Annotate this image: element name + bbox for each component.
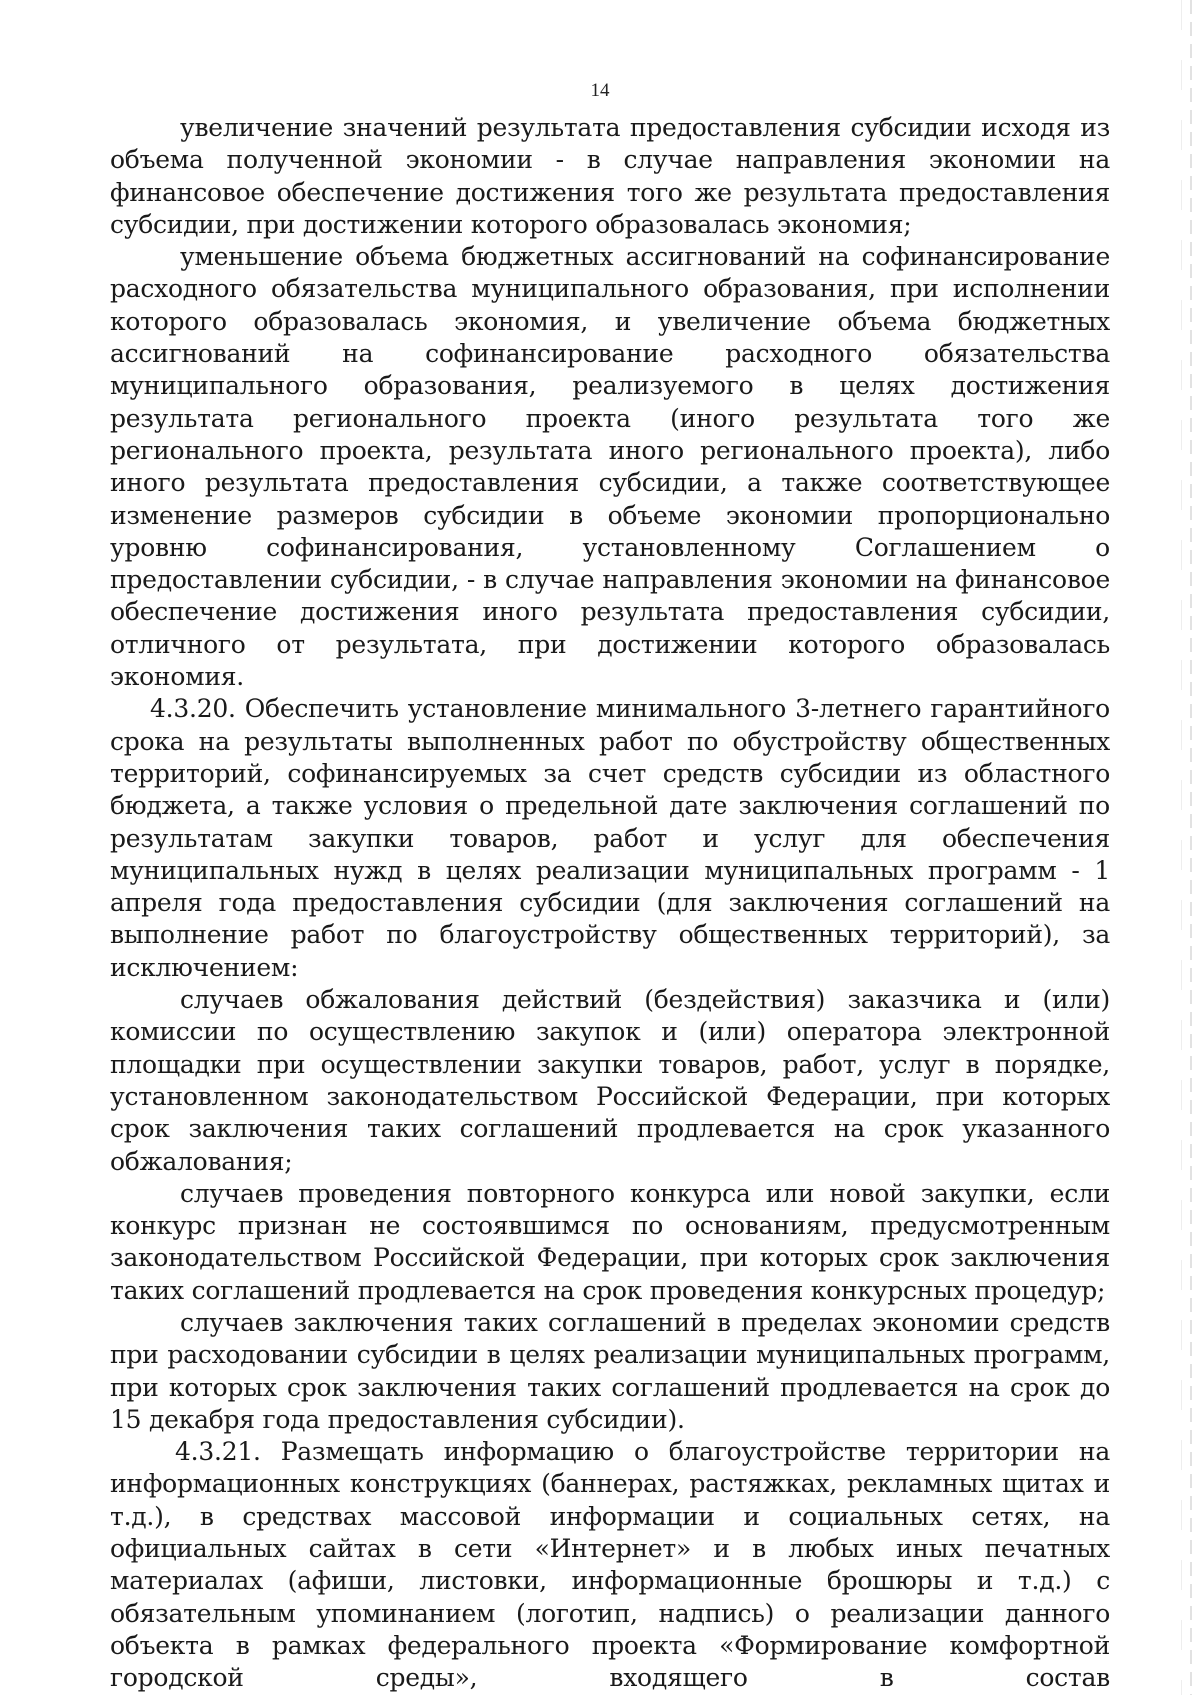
- scan-edge-artifact: [1190, 0, 1192, 1695]
- paragraph-exception-appeal: случаев обжалования действий (бездействия) заказчика и (или) комиссии по осуществлению закупок и (или) оператора электронной площадки при осуществлении закупки товаров, работ, услуг в порядке, установленном законодательством Российской Федерации, при которых срок заключения таких соглашений продлевается на срок указанного обжалования;: [110, 985, 1110, 1176]
- paragraph-clause-4-3-21: 4.3.21. Размещать информацию о благоустройстве территории на информационных конструкциях (баннерах, растяжках, рекламных щитах и т.д.), в средствах массовой информации и социальных сетях, на официальных сайтах в сети «Интернет» и в любых иных печатных материалах (афиши, листовки, информационные брошюры и т.д.) с обязательным упоминанием (логотип, надпись) о реализации данного объекта в рамках федерального проекта «Формирование комфортной городской среды», входящего в состав: [110, 1437, 1110, 1693]
- document-body: [110, 112, 1110, 1695]
- paragraph-budget-reduction: уменьшение объема бюджетных ассигнований на софинансирование расходного обязательства муниципального образования, при исполнении которого образовалась экономия, и увеличение объема бюджетных ассигнований на софинансирование расходного обязательства муниципального образования, реализуемого в целях достижения результата регионального проекта (иного результата того же регионального проекта, результата иного регионального проекта), либо иного результата предоставления субсидии, а также соответствующее изменение размеров субсидии в объеме экономии пропорционально уровню софинансирования, установленному Соглашением о предоставлении субсидии, - в случае направления экономии на финансовое обеспечение достижения иного результата предоставления субсидии, отличного от результата, при достижении которого образовалась экономия.: [110, 242, 1110, 692]
- page-number: 14: [590, 80, 610, 101]
- paragraph-clause-4-3-20: 4.3.20. Обеспечить установление минимального 3-летнего гарантийного срока на результаты выполненных работ по обустройству общественных территорий, софинансируемых за счет средств субсидии из областного бюджета, а также условия о предельной дате заключения соглашений по результатам закупки товаров, работ и услуг для обеспечения муниципальных нужд в целях реализации муниципальных программ - 1 апреля года предоставления субсидии (для заключения соглашений на выполнение работ по благоустройству общественных территорий), за исключением:: [110, 694, 1110, 982]
- scan-edge-artifact-secondary: [1181, 0, 1182, 1695]
- paragraph-economy-increase: увеличение значений результата предоставления субсидии исходя из объема полученной экономии - в случае направления экономии на финансовое обеспечение достижения того же результата предоставления субсидии, при достижении которого образовалась экономия;: [110, 113, 1110, 239]
- paragraph-exception-repeat-tender: случаев проведения повторного конкурса или новой закупки, если конкурс признан не состоявшимся по основаниям, предусмотренным законодательством Российской Федерации, при которых срок заключения таких соглашений продлевается на срок проведения конкурсных процедур;: [110, 1178, 1110, 1305]
- paragraph-exception-savings: случаев заключения таких соглашений в пределах экономии средств при расходовании субсидии в целях реализации муниципальных программ, при которых срок заключения таких соглашений продлевается на срок до 15 декабря года предоставления субсидии).: [110, 1307, 1110, 1434]
